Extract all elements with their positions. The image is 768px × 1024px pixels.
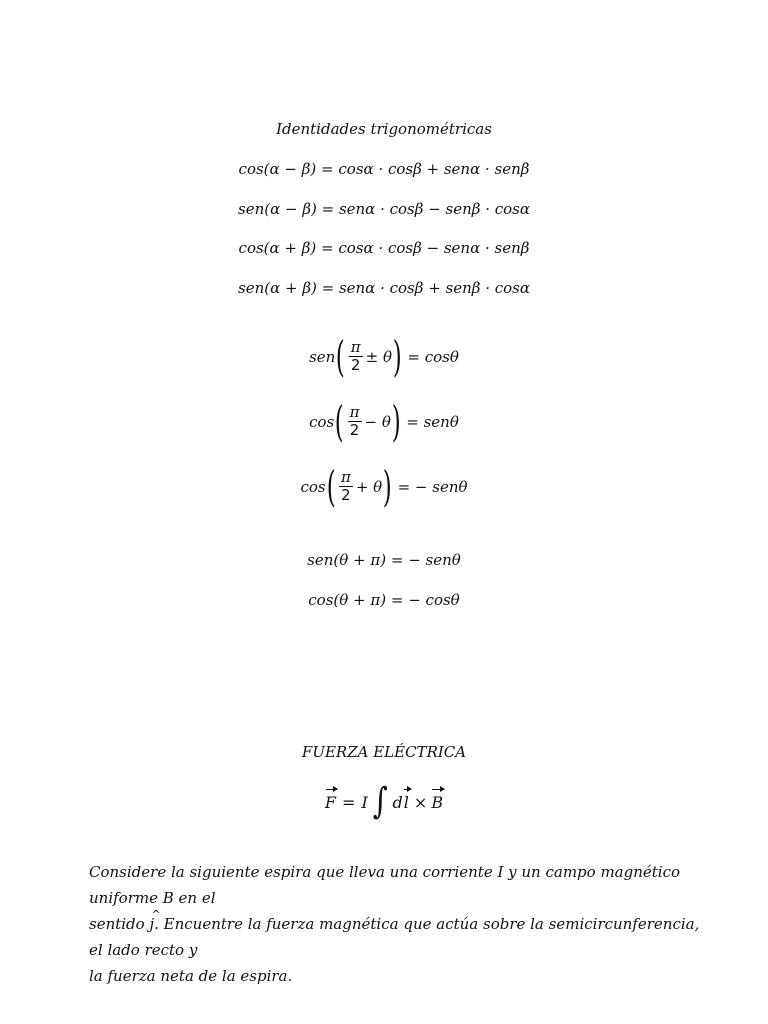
fraction-numerator: π <box>350 338 361 356</box>
identity-cos-supplement <box>0 464 768 510</box>
function-name: sen <box>309 348 336 366</box>
fraction <box>349 340 363 374</box>
fraction-denominator: 2 <box>341 485 351 504</box>
force-heading: FUERZA ELÉCTRICA <box>301 743 467 761</box>
identity-sen-complement <box>0 334 768 380</box>
field-vector: B <box>431 792 444 812</box>
fraction-numerator: π <box>349 403 360 421</box>
problem-line-2-start: sentido <box>89 915 150 933</box>
identity-cos-shift-pi: cos(θ + π) = − cosθ <box>308 591 460 609</box>
identity-sen-difference: sen(α − β) = senα · cosβ − senβ · cosα <box>238 200 530 218</box>
force-formula <box>0 782 768 822</box>
differential-d: d <box>392 792 403 812</box>
identity-cos-difference: cos(α − β) = cosα · cosβ + senα · senβ <box>238 160 530 178</box>
right-paren: ) <box>382 462 392 511</box>
fraction-denominator: 2 <box>349 420 360 439</box>
right-paren: ) <box>392 332 402 381</box>
cross-product-sign: × <box>413 792 428 812</box>
fraction <box>339 470 353 504</box>
problem-line-1: Considere la siguiente espira que lleva una corriente I y un campo magnético uniforme B en el <box>89 863 681 907</box>
right-hand-side: = − senθ <box>397 478 468 496</box>
trig-heading: Identidades trigonométricas <box>276 120 492 138</box>
left-paren: ( <box>336 332 346 381</box>
identity-sen-shift-pi: sen(θ + π) = − senθ <box>307 551 461 569</box>
equals-sign: = <box>342 792 356 812</box>
current-symbol: I <box>361 792 368 812</box>
problem-line-2-end: . Encuentre la fuerza magnética que actúa sobre la semicircunferencia, el lado recto y <box>89 915 700 959</box>
identity-cos-complement <box>0 399 768 445</box>
problem-line-3: la fuerza neta de la espira. <box>89 967 293 985</box>
left-paren: ( <box>334 397 344 446</box>
identity-cos-sum: cos(α + β) = cosα · cosβ − senα · senβ <box>238 239 530 257</box>
fraction-denominator: 2 <box>350 355 361 374</box>
fraction-numerator: π <box>340 468 351 486</box>
right-hand-side: = senθ <box>406 413 459 431</box>
right-paren: ) <box>391 397 401 446</box>
force-vector: F <box>324 792 337 812</box>
operator-term: − θ <box>364 413 391 431</box>
operator-term: + θ <box>355 478 383 496</box>
integral-sign: ∫ <box>372 781 388 822</box>
function-name: cos <box>309 413 335 431</box>
operator-term: ± θ <box>365 348 392 366</box>
left-paren: ( <box>326 462 336 511</box>
right-hand-side: = cosθ <box>407 348 459 366</box>
problem-statement <box>89 859 714 989</box>
identity-sen-sum: sen(α + β) = senα · cosβ + senβ · cosα <box>238 279 530 297</box>
function-name: cos <box>300 478 326 496</box>
unit-vector-j: ^ j <box>149 911 154 937</box>
fraction <box>348 405 362 439</box>
length-vector: l <box>403 792 409 812</box>
